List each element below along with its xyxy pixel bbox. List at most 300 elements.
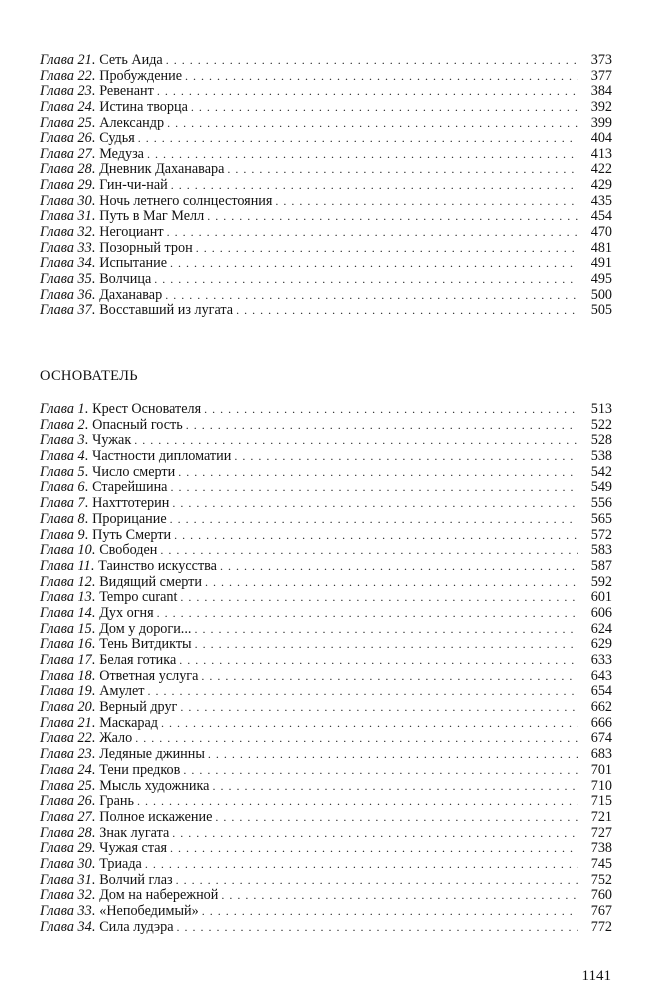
dot-leader xyxy=(160,543,578,559)
dot-leader xyxy=(157,84,578,100)
dot-leader xyxy=(205,575,578,591)
chapter-number-separator: . xyxy=(91,667,96,684)
chapter-title: Старейшина xyxy=(92,479,168,496)
chapter-number-separator: . xyxy=(91,177,96,194)
dot-leader xyxy=(170,256,578,272)
chapter-number-separator: . xyxy=(91,542,96,559)
chapter-page-number: 643 xyxy=(590,667,612,684)
chapter-page-number: 587 xyxy=(590,557,612,574)
chapter-number-separator: . xyxy=(91,114,96,131)
chapter-number-separator: . xyxy=(91,239,96,256)
dot-leader xyxy=(167,116,578,132)
toc-list-part-2 xyxy=(40,402,612,935)
chapter-page-number: 601 xyxy=(590,589,612,606)
chapter-label: Глава xyxy=(40,52,74,68)
chapter-label: Глава xyxy=(40,114,74,131)
chapter-title: Дом у дороги... xyxy=(99,620,192,637)
chapter-page-number: 760 xyxy=(590,887,612,904)
chapter-page-number: 710 xyxy=(590,777,612,794)
chapter-number-separator: . xyxy=(91,824,96,841)
chapter-number-separator: . xyxy=(91,652,96,668)
dot-leader xyxy=(183,763,578,779)
chapter-number-separator: . xyxy=(91,855,96,872)
chapter-page-number: 654 xyxy=(590,683,612,700)
toc-entry xyxy=(40,700,612,716)
toc-entry xyxy=(40,716,612,732)
chapter-title: Белая готика xyxy=(99,652,177,668)
toc-entry xyxy=(40,857,612,873)
chapter-title: Таинство искусства xyxy=(98,557,217,574)
chapter-page-number: 373 xyxy=(590,52,612,68)
chapter-number: 23 xyxy=(77,746,92,763)
chapter-number-separator: . xyxy=(84,479,89,496)
toc-entry xyxy=(40,418,612,434)
chapter-page-number: 629 xyxy=(590,636,612,653)
chapter-label: Глава xyxy=(40,730,74,747)
chapter-label: Глава xyxy=(40,903,74,919)
chapter-title: Восставший из лугата xyxy=(99,302,234,319)
chapter-page-number: 384 xyxy=(590,83,612,100)
chapter-label: Глава xyxy=(40,255,74,272)
chapter-number: 3 xyxy=(77,432,85,449)
dot-leader xyxy=(220,559,578,575)
dot-leader xyxy=(179,653,578,669)
chapter-page-number: 505 xyxy=(590,302,612,319)
chapter-title: Ответная услуга xyxy=(99,667,199,684)
chapter-title: Мысль художника xyxy=(99,777,210,794)
chapter-page-number: 377 xyxy=(590,67,612,84)
dot-leader xyxy=(202,904,578,920)
chapter-title: Число смерти xyxy=(92,463,176,480)
chapter-number-separator: . xyxy=(91,840,96,857)
chapter-page-number: 752 xyxy=(590,871,612,888)
chapter-number: 23 xyxy=(77,83,92,100)
chapter-title: Гин-чи-най xyxy=(99,177,168,194)
chapter-label: Глава xyxy=(40,432,74,449)
chapter-number: 31 xyxy=(77,208,92,225)
toc-entry xyxy=(40,162,612,178)
dot-leader xyxy=(170,841,578,857)
chapter-title: Чужак xyxy=(92,432,132,449)
chapter-title: Волчий глаз xyxy=(99,871,173,888)
dot-leader xyxy=(185,69,578,85)
chapter-label: Глава xyxy=(40,746,74,763)
chapter-label: Глава xyxy=(40,302,74,319)
chapter-number-separator: . xyxy=(84,448,89,465)
toc-entry xyxy=(40,241,612,257)
chapter-number: 32 xyxy=(77,224,92,241)
chapter-title: Опасный гость xyxy=(92,416,183,433)
chapter-title: Нахттотерин xyxy=(92,495,170,512)
chapter-number-separator: . xyxy=(91,746,96,763)
chapter-label: Глава xyxy=(40,177,74,194)
chapter-label: Глава xyxy=(40,130,74,147)
toc-entry xyxy=(40,528,612,544)
chapter-label: Глава xyxy=(40,479,74,496)
dot-leader xyxy=(174,528,578,544)
toc-entry xyxy=(40,256,612,272)
toc-entry xyxy=(40,606,612,622)
toc-entry xyxy=(40,465,612,481)
chapter-label: Глава xyxy=(40,667,74,684)
chapter-page-number: 606 xyxy=(590,604,612,621)
chapter-number-separator: . xyxy=(84,510,89,527)
chapter-number-separator: . xyxy=(91,302,96,319)
chapter-number: 18 xyxy=(77,667,92,684)
chapter-number-separator: . xyxy=(84,526,89,543)
chapter-number: 30 xyxy=(77,192,92,209)
toc-entry xyxy=(40,178,612,194)
dot-leader xyxy=(212,779,578,795)
chapter-title: Tempo curant xyxy=(99,589,178,606)
chapter-label: Глава xyxy=(40,83,74,100)
dot-leader xyxy=(275,194,578,210)
chapter-number: 20 xyxy=(77,699,92,716)
chapter-page-number: 491 xyxy=(590,255,612,272)
chapter-title: Триада xyxy=(99,855,142,872)
toc-entry xyxy=(40,194,612,210)
chapter-title: Жало xyxy=(99,730,133,747)
chapter-number: 16 xyxy=(77,636,92,653)
dot-leader xyxy=(165,288,578,304)
chapter-number-separator: . xyxy=(91,286,96,303)
chapter-number-separator: . xyxy=(91,145,96,162)
chapter-page-number: 674 xyxy=(590,730,612,747)
chapter-title: Истина творца xyxy=(99,98,188,115)
chapter-page-number: 583 xyxy=(590,542,612,559)
chapter-label: Глава xyxy=(40,463,74,480)
chapter-number: 15 xyxy=(77,620,92,637)
dot-leader xyxy=(137,794,578,810)
chapter-label: Глава xyxy=(40,98,74,115)
chapter-number: 37 xyxy=(77,302,92,319)
chapter-title: Амулет xyxy=(99,683,145,700)
chapter-page-number: 624 xyxy=(590,620,612,637)
chapter-number-separator: . xyxy=(84,463,89,480)
chapter-number: 30 xyxy=(77,855,92,872)
chapter-number-separator: . xyxy=(91,161,96,178)
dot-leader xyxy=(171,178,578,194)
chapter-number-separator: . xyxy=(91,589,96,606)
dot-leader xyxy=(207,209,578,225)
dot-leader xyxy=(215,810,578,826)
chapter-number-separator: . xyxy=(91,67,96,84)
chapter-page-number: 429 xyxy=(590,177,612,194)
chapter-number: 26 xyxy=(77,793,92,810)
chapter-title: Крест Основателя xyxy=(92,401,202,417)
chapter-number: 2 xyxy=(77,416,85,433)
chapter-number: 21 xyxy=(77,52,92,68)
toc-list-part-1 xyxy=(40,53,612,319)
toc-entry xyxy=(40,272,612,288)
chapter-page-number: 470 xyxy=(590,224,612,241)
section-heading: ОСНОВАТЕЛЬ xyxy=(40,368,138,384)
dot-leader xyxy=(178,465,578,481)
chapter-label: Глава xyxy=(40,918,74,935)
dot-leader xyxy=(196,241,578,257)
chapter-number: 1 xyxy=(77,401,85,417)
chapter-number: 32 xyxy=(77,887,92,904)
chapter-label: Глава xyxy=(40,589,74,606)
chapter-number: 4 xyxy=(77,448,85,465)
toc-entry xyxy=(40,288,612,304)
chapter-title: Знак лугата xyxy=(99,824,170,841)
chapter-number: 36 xyxy=(77,286,92,303)
chapter-title: «Непобедимый» xyxy=(99,903,199,919)
chapter-label: Глава xyxy=(40,636,74,653)
chapter-number: 6 xyxy=(77,479,85,496)
dot-leader xyxy=(167,225,578,241)
chapter-label: Глава xyxy=(40,887,74,904)
toc-entry xyxy=(40,794,612,810)
chapter-title: Верный друг xyxy=(99,699,178,716)
dot-leader xyxy=(204,402,578,418)
chapter-number-separator: . xyxy=(91,604,96,621)
chapter-label: Глава xyxy=(40,793,74,810)
chapter-number-separator: . xyxy=(91,903,96,919)
chapter-number-separator: . xyxy=(91,793,96,810)
dot-leader xyxy=(191,100,578,116)
chapter-number: 28 xyxy=(77,161,92,178)
chapter-title: Прорицание xyxy=(92,510,167,527)
dot-leader xyxy=(236,303,578,319)
chapter-title: Волчица xyxy=(99,270,152,287)
chapter-page-number: 556 xyxy=(590,495,612,512)
dot-leader xyxy=(234,449,578,465)
chapter-page-number: 513 xyxy=(590,401,612,417)
chapter-label: Глава xyxy=(40,526,74,543)
chapter-page-number: 721 xyxy=(590,808,612,825)
toc-entry xyxy=(40,873,612,889)
chapter-number: 7 xyxy=(77,495,85,512)
chapter-page-number: 549 xyxy=(590,479,612,496)
dot-leader xyxy=(147,147,578,163)
dot-leader xyxy=(194,622,578,638)
dot-leader xyxy=(180,700,578,716)
chapter-number-separator: . xyxy=(91,699,96,716)
chapter-number-separator: . xyxy=(91,98,96,115)
toc-entry xyxy=(40,731,612,747)
chapter-page-number: 745 xyxy=(590,855,612,872)
chapter-number-separator: . xyxy=(84,416,89,433)
dot-leader xyxy=(134,433,578,449)
toc-entry xyxy=(40,496,612,512)
chapter-number: 34 xyxy=(77,918,92,935)
chapter-page-number: 592 xyxy=(590,573,612,590)
chapter-page-number: 633 xyxy=(590,652,612,668)
dot-leader xyxy=(135,731,578,747)
chapter-page-number: 662 xyxy=(590,699,612,716)
chapter-title: Путь в Маг Мелл xyxy=(99,208,205,225)
chapter-page-number: 701 xyxy=(590,761,612,778)
chapter-number: 33 xyxy=(77,903,92,919)
chapter-title: Ревенант xyxy=(99,83,154,100)
toc-entry xyxy=(40,904,612,920)
chapter-title: Частности дипломатии xyxy=(92,448,232,465)
toc-entry xyxy=(40,402,612,418)
toc-entry xyxy=(40,303,612,319)
dot-leader xyxy=(221,888,578,904)
toc-entry xyxy=(40,84,612,100)
chapter-title: Пробуждение xyxy=(99,67,183,84)
chapter-page-number: 399 xyxy=(590,114,612,131)
toc-entry xyxy=(40,480,612,496)
chapter-number: 5 xyxy=(77,463,85,480)
chapter-page-number: 522 xyxy=(590,416,612,433)
toc-entry xyxy=(40,841,612,857)
chapter-number: 12 xyxy=(77,573,92,590)
chapter-title: Дневник Даханавара xyxy=(99,161,225,178)
chapter-number: 24 xyxy=(77,761,92,778)
chapter-label: Глава xyxy=(40,416,74,433)
dot-leader xyxy=(176,873,578,889)
chapter-number-separator: . xyxy=(91,887,96,904)
page-number: 1141 xyxy=(581,968,611,984)
chapter-label: Глава xyxy=(40,542,74,559)
toc-entry xyxy=(40,209,612,225)
toc-entry xyxy=(40,684,612,700)
chapter-number-separator: . xyxy=(91,871,96,888)
chapter-title: Свободен xyxy=(99,542,158,559)
toc-entry xyxy=(40,225,612,241)
chapter-number: 21 xyxy=(77,714,92,731)
dot-leader xyxy=(157,606,578,622)
chapter-number: 26 xyxy=(77,130,92,147)
dot-leader xyxy=(201,669,578,685)
dot-leader xyxy=(180,590,578,606)
chapter-number: 8 xyxy=(77,510,85,527)
chapter-number: 35 xyxy=(77,270,92,287)
toc-entry xyxy=(40,147,612,163)
chapter-number-separator: . xyxy=(91,224,96,241)
chapter-title: Грань xyxy=(99,793,134,810)
chapter-title: Тени предков xyxy=(99,761,181,778)
chapter-number-separator: . xyxy=(84,495,89,512)
chapter-page-number: 413 xyxy=(590,145,612,162)
chapter-page-number: 422 xyxy=(590,161,612,178)
chapter-number-separator: . xyxy=(91,573,96,590)
toc-entry xyxy=(40,653,612,669)
chapter-page-number: 542 xyxy=(590,463,612,480)
chapter-label: Глава xyxy=(40,761,74,778)
toc-entry xyxy=(40,53,612,69)
dot-leader xyxy=(195,637,578,653)
chapter-title: Ледяные джинны xyxy=(99,746,205,763)
chapter-title: Негоциант xyxy=(99,224,164,241)
dot-leader xyxy=(161,716,578,732)
chapter-page-number: 500 xyxy=(590,286,612,303)
chapter-label: Глава xyxy=(40,855,74,872)
toc-entry xyxy=(40,512,612,528)
chapter-number: 22 xyxy=(77,730,92,747)
chapter-title: Александр xyxy=(99,114,165,131)
dot-leader xyxy=(177,920,578,936)
chapter-label: Глава xyxy=(40,808,74,825)
chapter-page-number: 404 xyxy=(590,130,612,147)
chapter-number: 29 xyxy=(77,840,92,857)
chapter-title: Дом на набережной xyxy=(99,887,219,904)
dot-leader xyxy=(166,53,578,69)
chapter-number: 31 xyxy=(77,871,92,888)
chapter-number: 11 xyxy=(77,557,91,574)
chapter-title: Ночь летнего солнцестояния xyxy=(99,192,273,209)
chapter-number: 9 xyxy=(77,526,85,543)
chapter-page-number: 572 xyxy=(590,526,612,543)
chapter-number: 10 xyxy=(77,542,92,559)
dot-leader xyxy=(172,826,578,842)
chapter-label: Глава xyxy=(40,604,74,621)
chapter-number: 14 xyxy=(77,604,92,621)
chapter-number-separator: . xyxy=(91,636,96,653)
chapter-title: Тень Витдикты xyxy=(99,636,192,653)
dot-leader xyxy=(154,272,578,288)
toc-entry xyxy=(40,116,612,132)
toc-entry xyxy=(40,637,612,653)
chapter-number-separator: . xyxy=(90,557,95,574)
chapter-label: Глава xyxy=(40,557,74,574)
chapter-number-separator: . xyxy=(91,83,96,100)
chapter-label: Глава xyxy=(40,208,74,225)
chapter-number-separator: . xyxy=(91,683,96,700)
chapter-title: Медуза xyxy=(99,145,144,162)
toc-entry xyxy=(40,543,612,559)
chapter-number-separator: . xyxy=(91,761,96,778)
chapter-number-separator: . xyxy=(91,52,96,68)
chapter-title: Судья xyxy=(99,130,135,147)
chapter-label: Глава xyxy=(40,840,74,857)
chapter-number: 28 xyxy=(77,824,92,841)
chapter-title: Дух огня xyxy=(99,604,154,621)
chapter-number: 25 xyxy=(77,114,92,131)
chapter-label: Глава xyxy=(40,67,74,84)
chapter-label: Глава xyxy=(40,573,74,590)
chapter-title: Чужая стая xyxy=(99,840,168,857)
chapter-page-number: 528 xyxy=(590,432,612,449)
chapter-page-number: 683 xyxy=(590,746,612,763)
chapter-page-number: 538 xyxy=(590,448,612,465)
dot-leader xyxy=(227,162,578,178)
chapter-page-number: 715 xyxy=(590,793,612,810)
chapter-page-number: 738 xyxy=(590,840,612,857)
chapter-label: Глава xyxy=(40,270,74,287)
toc-entry xyxy=(40,669,612,685)
chapter-title: Сила лудэра xyxy=(99,918,174,935)
chapter-number-separator: . xyxy=(91,208,96,225)
chapter-page-number: 727 xyxy=(590,824,612,841)
toc-entry xyxy=(40,763,612,779)
chapter-title: Позорный трон xyxy=(99,239,193,256)
chapter-number: 19 xyxy=(77,683,92,700)
chapter-number: 22 xyxy=(77,67,92,84)
chapter-number-separator: . xyxy=(91,130,96,147)
chapter-label: Глава xyxy=(40,620,74,637)
chapter-title: Сеть Аида xyxy=(99,52,163,68)
dot-leader xyxy=(148,684,579,700)
chapter-number-separator: . xyxy=(91,918,96,935)
chapter-number: 13 xyxy=(77,589,92,606)
chapter-title: Маскарад xyxy=(99,714,159,731)
chapter-label: Глава xyxy=(40,286,74,303)
chapter-title: Даханавар xyxy=(99,286,163,303)
dot-leader xyxy=(186,418,578,434)
chapter-title: Испытание xyxy=(99,255,168,272)
chapter-number-separator: . xyxy=(84,432,89,449)
chapter-label: Глава xyxy=(40,871,74,888)
chapter-label: Глава xyxy=(40,495,74,512)
toc-entry xyxy=(40,747,612,763)
chapter-number-separator: . xyxy=(91,777,96,794)
chapter-page-number: 481 xyxy=(590,239,612,256)
